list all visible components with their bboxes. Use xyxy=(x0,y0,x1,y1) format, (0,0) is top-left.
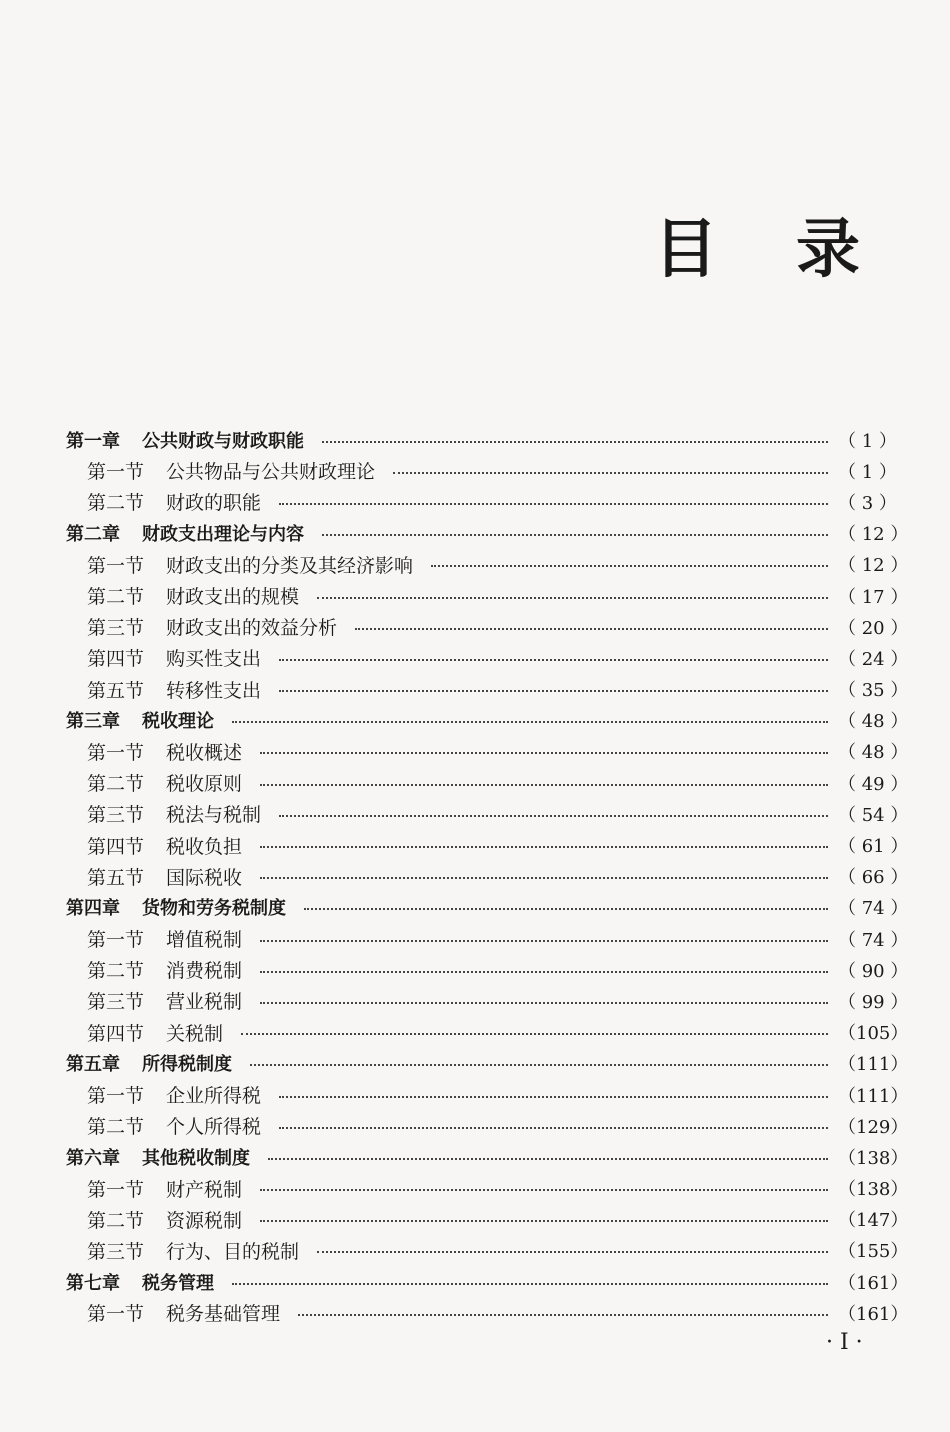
page-number: （ 66 ） xyxy=(838,867,909,889)
dot-leader xyxy=(260,1002,828,1004)
entry-title: 财政支出的规模 xyxy=(166,586,300,609)
entry-number: 第二节 xyxy=(87,586,145,609)
entry-title: 税收理论 xyxy=(142,711,214,733)
entry-title: 资源税制 xyxy=(166,1209,243,1232)
entry-title: 税法与税制 xyxy=(166,804,262,827)
dot-leader xyxy=(279,1127,828,1129)
dot-leader xyxy=(268,1158,828,1160)
dot-leader xyxy=(355,628,828,630)
entry-title: 企业所得税 xyxy=(166,1085,262,1108)
page-title: 目 录 xyxy=(653,212,888,287)
dot-leader xyxy=(260,1220,828,1222)
toc-section-entry[interactable] xyxy=(66,829,909,860)
page-folio: · I · xyxy=(826,1330,863,1355)
entry-number: 第一节 xyxy=(87,1085,145,1108)
page-number: （ 61 ） xyxy=(838,836,909,858)
toc-chapter-entry[interactable] xyxy=(66,1048,909,1079)
entry-number: 第五节 xyxy=(87,679,145,702)
toc-section-entry[interactable] xyxy=(66,1204,909,1235)
entry-number: 第四节 xyxy=(87,648,145,671)
page-number: （ 49 ） xyxy=(838,773,909,795)
dot-leader xyxy=(322,441,828,443)
toc-section-entry[interactable] xyxy=(66,674,909,705)
entry-number: 第六章 xyxy=(66,1147,120,1169)
entry-title: 货物和劳务税制度 xyxy=(142,898,286,920)
toc-section-entry[interactable] xyxy=(66,985,909,1016)
page-number: （161） xyxy=(838,1303,909,1325)
dot-leader xyxy=(279,690,828,692)
toc-section-entry[interactable] xyxy=(66,923,909,954)
page-number: （ 99 ） xyxy=(838,991,909,1013)
entry-number: 第四节 xyxy=(87,835,145,858)
dot-leader xyxy=(250,1064,828,1066)
toc-chapter-entry[interactable] xyxy=(66,705,909,736)
entry-title: 其他税收制度 xyxy=(142,1147,250,1169)
page-number: （ 74 ） xyxy=(838,898,909,920)
dot-leader xyxy=(260,846,828,848)
dot-leader xyxy=(298,1314,828,1316)
entry-number: 第一节 xyxy=(87,1303,145,1326)
toc-chapter-entry[interactable] xyxy=(66,892,909,923)
page-number: （161） xyxy=(838,1272,909,1294)
entry-number: 第二章 xyxy=(66,524,120,546)
entry-title: 财政支出的分类及其经济影响 xyxy=(166,554,414,577)
page-number: （155） xyxy=(838,1241,909,1263)
page-number: （111） xyxy=(838,1054,909,1076)
dot-leader xyxy=(260,1189,828,1191)
entry-title: 消费税制 xyxy=(166,960,243,983)
entry-title: 行为、目的税制 xyxy=(166,1240,300,1263)
page-number: （ 54 ） xyxy=(838,804,909,826)
page-number: （138） xyxy=(838,1179,909,1201)
dot-leader xyxy=(279,659,828,661)
page-number: （ 74 ） xyxy=(838,929,909,951)
entry-number: 第二节 xyxy=(87,960,145,983)
toc-section-entry[interactable] xyxy=(66,1173,909,1204)
entry-title: 税务基础管理 xyxy=(166,1303,281,1326)
dot-leader xyxy=(260,877,828,879)
entry-title: 税收原则 xyxy=(166,773,243,796)
dot-leader xyxy=(232,721,828,723)
toc-section-entry[interactable] xyxy=(66,1017,909,1048)
toc-section-entry[interactable] xyxy=(66,642,909,673)
entry-title: 公共财政与财政职能 xyxy=(142,430,304,452)
entry-number: 第一节 xyxy=(87,554,145,577)
entry-title: 个人所得税 xyxy=(166,1116,262,1139)
entry-title: 财政支出的效益分析 xyxy=(166,617,338,640)
dot-leader xyxy=(431,565,828,567)
entry-number: 第一节 xyxy=(87,929,145,952)
entry-title: 财产税制 xyxy=(166,1178,243,1201)
page-number: （ 24 ） xyxy=(838,648,909,670)
dot-leader xyxy=(260,971,828,973)
table-of-contents xyxy=(66,424,909,1328)
entry-number: 第一节 xyxy=(87,461,145,484)
entry-title: 转移性支出 xyxy=(166,679,262,702)
toc-section-entry[interactable] xyxy=(66,954,909,985)
toc-section-entry[interactable] xyxy=(66,736,909,767)
entry-number: 第一节 xyxy=(87,741,145,764)
dot-leader xyxy=(260,784,828,786)
entry-number: 第四节 xyxy=(87,1022,145,1045)
toc-section-entry[interactable] xyxy=(66,1297,909,1328)
entry-number: 第三节 xyxy=(87,804,145,827)
entry-number: 第一章 xyxy=(66,430,120,452)
page-number: （ 90 ） xyxy=(838,960,909,982)
entry-title: 税务管理 xyxy=(142,1272,214,1294)
entry-title: 税收负担 xyxy=(166,835,243,858)
toc-section-entry[interactable] xyxy=(66,1235,909,1266)
entry-number: 第三章 xyxy=(66,711,120,733)
page-number: （ 3 ） xyxy=(838,492,897,514)
entry-number: 第三节 xyxy=(87,1240,145,1263)
entry-number: 第五节 xyxy=(87,866,145,889)
entry-number: 第三节 xyxy=(87,991,145,1014)
dot-leader xyxy=(317,1251,828,1253)
toc-chapter-entry[interactable] xyxy=(66,1266,909,1297)
toc-section-entry[interactable] xyxy=(66,455,897,486)
page-number: （ 35 ） xyxy=(838,680,909,702)
dot-leader xyxy=(232,1283,828,1285)
entry-title: 增值税制 xyxy=(166,929,243,952)
entry-number: 第一节 xyxy=(87,1178,145,1201)
page-number: （ 20 ） xyxy=(838,617,909,639)
toc-section-entry[interactable] xyxy=(66,549,909,580)
entry-title: 购买性支出 xyxy=(166,648,262,671)
dot-leader xyxy=(317,597,828,599)
entry-number: 第二节 xyxy=(87,492,145,515)
dot-leader xyxy=(260,940,828,942)
toc-chapter-entry[interactable] xyxy=(66,424,897,455)
page-number: （ 48 ） xyxy=(838,742,909,764)
entry-title: 财政支出理论与内容 xyxy=(142,524,304,546)
toc-section-entry[interactable] xyxy=(66,1110,909,1141)
page-number: （147） xyxy=(838,1210,909,1232)
page-number: （105） xyxy=(838,1023,909,1045)
dot-leader xyxy=(279,503,828,505)
page-number: （ 12 ） xyxy=(838,555,909,577)
toc-chapter-entry[interactable] xyxy=(66,1141,909,1172)
toc-section-entry[interactable] xyxy=(66,486,897,517)
page-number: （129） xyxy=(838,1116,909,1138)
page-number: （ 1 ） xyxy=(838,461,897,483)
dot-leader xyxy=(241,1033,828,1035)
toc-section-entry[interactable] xyxy=(66,1079,909,1110)
entry-number: 第四章 xyxy=(66,898,120,920)
dot-leader xyxy=(260,752,828,754)
toc-section-entry[interactable] xyxy=(66,611,909,642)
page-number: （ 1 ） xyxy=(838,430,897,452)
entry-title: 关税制 xyxy=(166,1022,224,1045)
dot-leader xyxy=(304,908,828,910)
dot-leader xyxy=(322,534,828,536)
page-number: （111） xyxy=(838,1085,909,1107)
toc-section-entry[interactable] xyxy=(66,798,909,829)
entry-number: 第二节 xyxy=(87,773,145,796)
toc-chapter-entry[interactable] xyxy=(66,518,909,549)
page-number: （ 17 ） xyxy=(838,586,909,608)
page-number: （ 12 ） xyxy=(838,524,909,546)
dot-leader xyxy=(279,815,828,817)
entry-title: 公共物品与公共财政理论 xyxy=(166,461,376,484)
entry-number: 第七章 xyxy=(66,1272,120,1294)
entry-number: 第三节 xyxy=(87,617,145,640)
page-number: （ 48 ） xyxy=(838,711,909,733)
dot-leader xyxy=(279,1096,828,1098)
entry-number: 第二节 xyxy=(87,1209,145,1232)
toc-section-entry[interactable] xyxy=(66,861,909,892)
entry-number: 第二节 xyxy=(87,1116,145,1139)
entry-title: 所得税制度 xyxy=(142,1054,232,1076)
entry-number: 第五章 xyxy=(66,1054,120,1076)
entry-title: 营业税制 xyxy=(166,991,243,1014)
entry-title: 财政的职能 xyxy=(166,492,262,515)
toc-section-entry[interactable] xyxy=(66,767,909,798)
page-number: （138） xyxy=(838,1147,909,1169)
entry-title: 税收概述 xyxy=(166,741,243,764)
toc-section-entry[interactable] xyxy=(66,580,909,611)
dot-leader xyxy=(393,472,828,474)
entry-title: 国际税收 xyxy=(166,866,243,889)
